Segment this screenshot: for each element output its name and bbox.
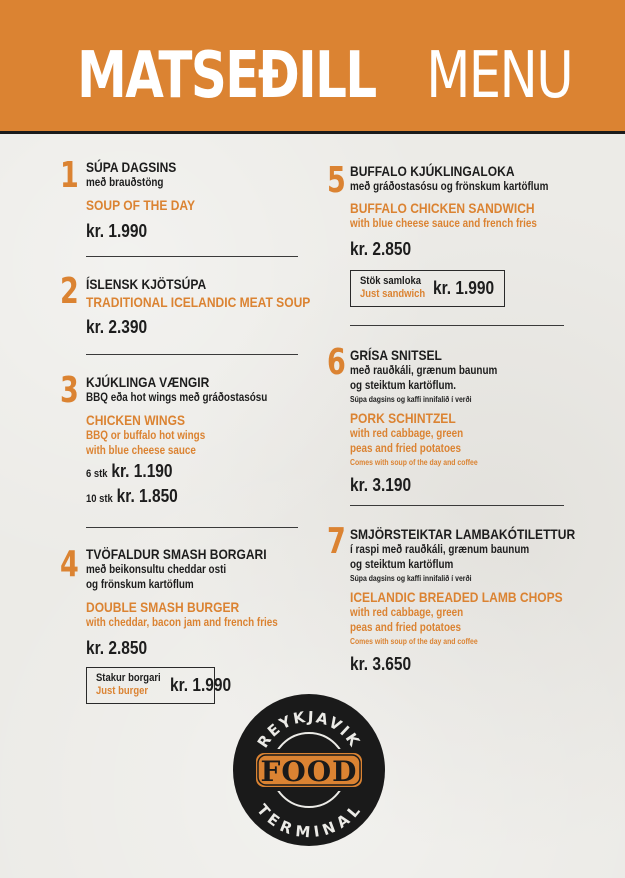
item-desc-is-line1: með rauðkáli, grænum baunum [350, 365, 498, 377]
option-box [350, 270, 505, 307]
option-price: kr. 1.990 [433, 278, 495, 298]
option-label-en: Just sandwich [360, 288, 426, 300]
divider [350, 325, 564, 326]
option-label-en: Just burger [96, 685, 149, 697]
item-note-en: Comes with soup of the day and coffee [350, 637, 478, 646]
item-name-en: DOUBLE SMASH BURGER [86, 599, 240, 615]
title-english: MENU [426, 39, 572, 113]
item-name-is: ÍSLENSK KJÖTSÚPA [86, 276, 207, 292]
item-name-is: SÚPA DAGSINS [86, 159, 177, 175]
logo-bottom-text: TERMINAL [253, 800, 365, 842]
item-price: kr. 3.650 [350, 654, 412, 674]
item-desc-is-line2: og steiktum kartöflum. [350, 380, 457, 392]
option-label-is: Stakur borgari [96, 672, 161, 684]
item-desc-en: with blue cheese sauce and french fries [350, 218, 537, 230]
divider [86, 354, 298, 355]
option-box [86, 667, 232, 704]
item-desc-is-line1: í raspi með rauðkáli, grænum baunum [350, 544, 530, 556]
divider [86, 527, 298, 528]
item-desc-is-line1: með beikonsultu cheddar osti [86, 564, 227, 576]
item-number: 7 [327, 521, 346, 562]
item-desc-is-line2: og steiktum kartöflum [350, 559, 454, 571]
title-icelandic: MATSEÐILL [76, 39, 376, 113]
item-desc-en-line1: with red cabbage, green [350, 607, 464, 619]
divider [86, 256, 298, 257]
item-desc-en-line2: with blue cheese sauce [86, 445, 196, 457]
item-price: kr. 2.850 [350, 239, 412, 259]
item-number: 5 [327, 160, 346, 201]
item-name-is: KJÚKLINGA VÆNGIR [86, 374, 210, 390]
item-number: 1 [60, 155, 79, 196]
option-price: kr. 1.850 [116, 486, 178, 506]
option-qty: 10 stk [86, 493, 113, 505]
option-price: kr. 1.190 [111, 461, 173, 481]
item-name-en: BUFFALO CHICKEN SANDWICH [350, 200, 535, 216]
item-desc-en-line2: peas and fried potatoes [350, 443, 462, 455]
item-desc-is: BBQ eða hot wings með gráðostasósu [86, 392, 268, 404]
header-banner [0, 0, 625, 134]
item-desc-en-line1: with red cabbage, green [350, 428, 464, 440]
item-note-is: Súpa dagsins og kaffi innifalið í verði [350, 574, 472, 583]
option-price: kr. 1.990 [170, 675, 232, 695]
item-desc-en-line2: peas and fried potatoes [350, 622, 462, 634]
item-number: 4 [60, 544, 79, 585]
reykjavik-food-terminal-logo [232, 693, 386, 847]
item-name-is: BUFFALO KJÚKLINGALOKA [350, 163, 515, 179]
item-price: kr. 1.990 [86, 221, 148, 241]
logo-top-text: REYKJAVIK [253, 707, 365, 752]
item-desc-en-line1: BBQ or buffalo hot wings [86, 430, 206, 442]
item-number: 6 [327, 342, 346, 383]
page-title [0, 36, 625, 116]
item-note-en: Comes with soup of the day and coffee [350, 458, 478, 467]
item-price: kr. 2.390 [86, 317, 148, 337]
option-label-is: Stök samloka [360, 275, 421, 287]
logo-center-text: FOOD [260, 755, 358, 788]
divider [350, 505, 564, 506]
item-desc-is: með gráðostasósu og frönskum kartöflum [350, 181, 549, 193]
item-name-en: SOUP OF THE DAY [86, 197, 196, 213]
item-name-is: TVÖFALDUR SMASH BORGARI [86, 546, 267, 562]
item-desc-en: with cheddar, bacon jam and french fries [86, 617, 278, 629]
item-number: 2 [60, 271, 79, 312]
item-name-en: CHICKEN WINGS [86, 412, 186, 428]
item-name-is: SMJÖRSTEIKTAR LAMBAKÓTILETTUR [350, 526, 576, 542]
item-name-en: PORK SCHINTZEL [350, 410, 456, 426]
item-desc-is: með brauðstöng [86, 177, 164, 189]
item-name-is: GRÍSA SNITSEL [350, 347, 442, 363]
option-qty: 6 stk [86, 468, 108, 480]
item-name-en: TRADITIONAL ICELANDIC MEAT SOUP [86, 294, 311, 310]
item-price: kr. 3.190 [350, 475, 412, 495]
item-note-is: Súpa dagsins og kaffi innifalið í verði [350, 395, 472, 404]
item-name-en: ICELANDIC BREADED LAMB CHOPS [350, 589, 563, 605]
item-number: 3 [60, 370, 79, 411]
item-desc-is-line2: og frönskum kartöflum [86, 579, 194, 591]
item-price: kr. 2.850 [86, 638, 148, 658]
